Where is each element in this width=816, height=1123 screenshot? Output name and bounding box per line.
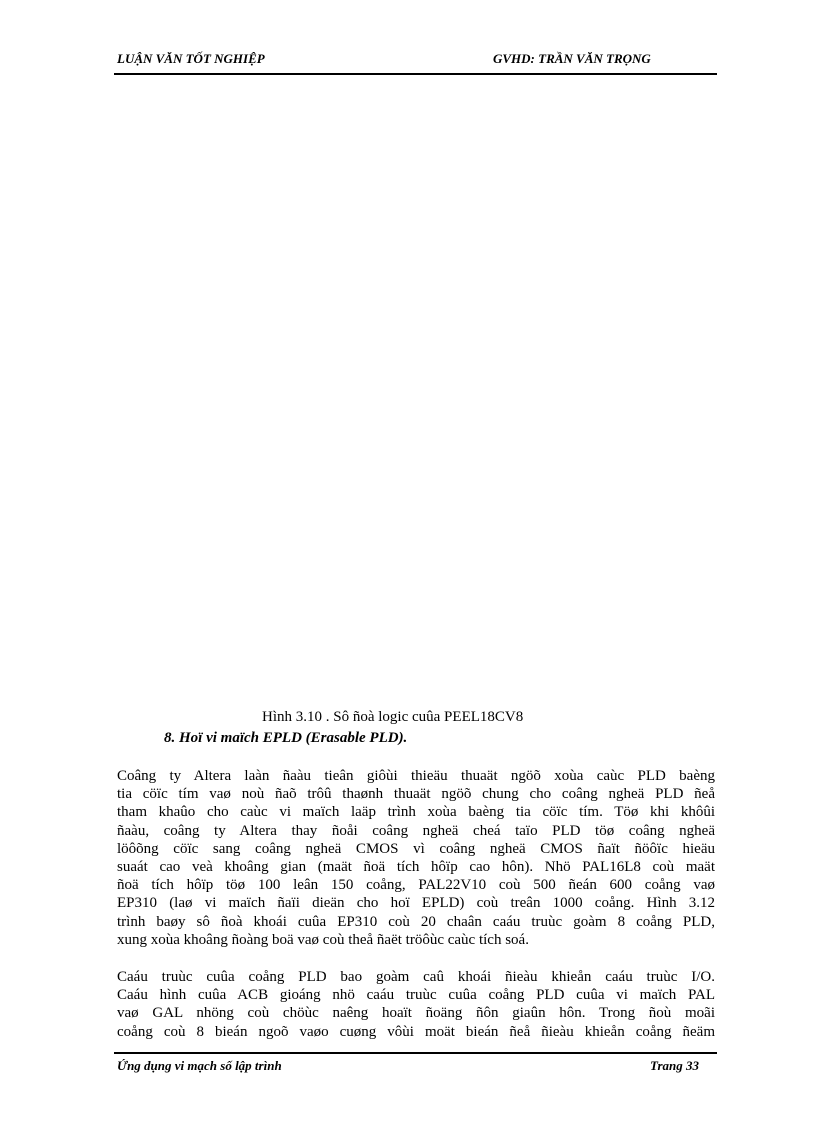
paragraph-line: ñoä tích hôïp töø 100 leân 150 coång, PAL22V10 coù 500 ñeán 600 coång vaø: [117, 877, 715, 894]
paragraph-line: EP310 (laø vi maïch ñaïi dieän cho hoï EPLD) coù treân 1000 coång. Hình 3.12: [117, 895, 715, 912]
paragraph-1: [117, 767, 715, 949]
paragraph-line: Caáu hình cuûa ACB gioáng nhö caáu truùc cuûa coång PLD cuûa vi maïch PAL: [117, 987, 715, 1004]
paragraph-line: tham khaûo cho caùc vi maïch laäp trình xoùa baèng tia cöïc tím. Töø khi khôûi: [117, 804, 715, 821]
paragraph-line: xung xoùa khoâng ñoàng boä vaø coù theå ñaët tröôùc caùc tích soá.: [117, 931, 529, 948]
header-divider: [114, 73, 717, 75]
paragraph-line: ñaàu, coâng ty Altera thay ñoåi coâng ngheä cheá taïo PLD töø coâng ngheä: [117, 822, 715, 839]
paragraph-2: [117, 968, 715, 1041]
footer-page-number: Trang 33: [650, 1058, 699, 1073]
section-heading: 8. Hoï vi maïch EPLD (Erasable PLD).: [164, 730, 408, 746]
paragraph-line: löôõng cöïc sang coâng ngheä CMOS vì coâng ngheä CMOS ñaït ñöôïc hieäu: [117, 840, 715, 857]
header-advisor: GVHD: TRẦN VĂN TRỌNG: [493, 51, 651, 66]
paragraph-line: coång coù 8 bieán ngoõ vaøo cuøng vôùi moät bieán ñeå ñieàu khieån coång ñeäm: [117, 1023, 715, 1040]
paragraph-line: suaát cao veà khoâng gian (maät ñoä tích hôïp cao hôn). Nhö PAL16L8 coù maät: [117, 859, 715, 876]
paragraph-line: Coâng ty Altera laàn ñaàu tieân giôùi thieäu thuaät ngöõ xoùa caùc PLD baèng: [117, 768, 715, 784]
paragraph-line: Caáu truùc cuûa coång PLD bao goàm caû khoái ñieàu khieån caáu truùc I/O.: [117, 969, 715, 985]
figure-caption: Hình 3.10 . Sô ñoà logic cuûa PEEL18CV8: [262, 709, 524, 725]
footer-course-title: Ứng dụng vi mạch số lập trình: [117, 1058, 282, 1073]
paragraph-line: vaø GAL nhöng coù chöùc naêng hoaït ñoäng ñôn giaûn hôn. Trong ñoù moãi: [117, 1005, 715, 1022]
header-thesis-title: LUẬN VĂN TỐT NGHIỆP: [117, 51, 265, 66]
paragraph-line: tia cöïc tím vaø noù ñaõ trôû thaønh thuaät ngöõ chung cho coâng ngheä PLD ñeå: [117, 786, 715, 803]
footer-divider: [114, 1052, 717, 1054]
paragraph-line: trình baøy sô ñoà khoái cuûa EP310 coù 20 chaân caáu truùc goàm 8 coång PLD,: [117, 913, 715, 930]
